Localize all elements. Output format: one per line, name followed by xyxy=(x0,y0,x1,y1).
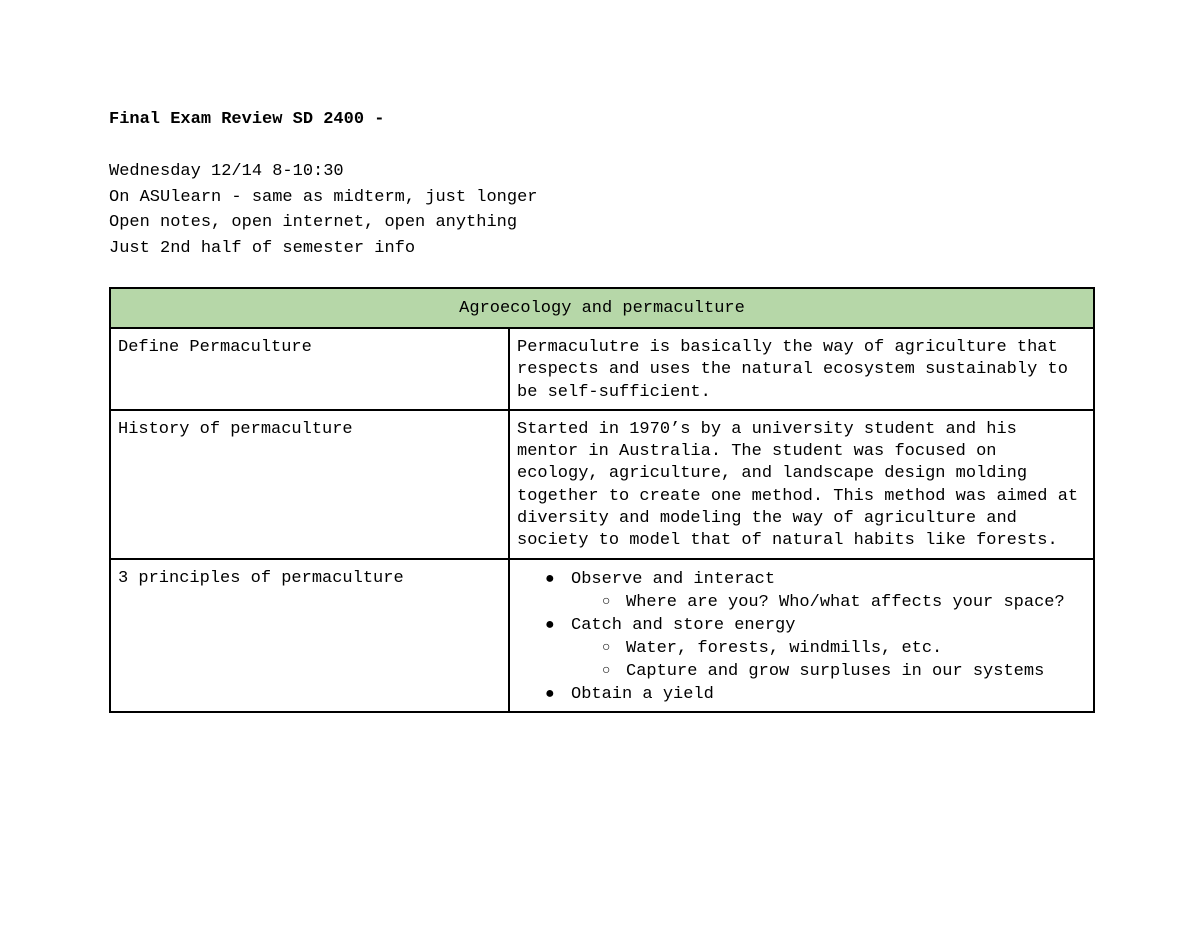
bullet-icon: ● xyxy=(545,615,555,634)
list-item xyxy=(517,614,1086,683)
document-title: Final Exam Review SD 2400 - xyxy=(109,110,385,129)
sub-list xyxy=(571,591,1086,614)
sub-list-item xyxy=(571,637,1086,660)
term-cell: History of permaculture xyxy=(110,410,509,559)
bullet-icon: ● xyxy=(545,684,555,703)
hollow-bullet-icon: ○ xyxy=(602,662,611,679)
exam-info-line: On ASUlearn - same as midterm, just longer xyxy=(109,187,538,207)
definition-cell: Permaculutre is basically the way of agriculture that respects and uses the natural ecosystem sustainably to be self-sufficient. xyxy=(509,328,1094,410)
hollow-bullet-icon: ○ xyxy=(602,593,611,610)
definition-cell: Started in 1970’s by a university student and his mentor in Australia. The student was focused on ecology, agriculture, and landscape design molding together to create one method. This method was aimed at diversity and modeling the way of agriculture and society to model that of natural habits like forests. xyxy=(509,410,1094,559)
list-item-text: Catch and store energy xyxy=(571,615,796,635)
list-item-text: Obtain a yield xyxy=(571,684,714,704)
sub-list-item xyxy=(571,660,1086,683)
hollow-bullet-icon: ○ xyxy=(602,639,611,656)
table-row xyxy=(110,559,1094,712)
sub-list-item-text: Capture and grow surpluses in our systems xyxy=(626,661,1045,681)
sub-list-item-text: Water, forests, windmills, etc. xyxy=(626,638,943,658)
exam-info xyxy=(109,159,537,262)
exam-info-line: Just 2nd half of semester info xyxy=(109,239,416,259)
sub-list-item xyxy=(571,591,1086,614)
term-cell: 3 principles of permaculture xyxy=(110,559,509,712)
table-header-row xyxy=(110,288,1094,328)
list-item xyxy=(517,568,1086,614)
table-row xyxy=(110,410,1094,559)
sub-list xyxy=(571,637,1086,683)
review-table xyxy=(109,287,1095,713)
principles-list xyxy=(517,568,1086,706)
principles-cell xyxy=(509,559,1094,712)
exam-info-line: Wednesday 12/14 8-10:30 xyxy=(109,162,344,181)
term-cell: Define Permaculture xyxy=(110,328,509,410)
list-item-text: Observe and interact xyxy=(571,569,776,589)
list-item xyxy=(517,683,1086,706)
exam-info-line: Open notes, open internet, open anything xyxy=(109,213,518,233)
bullet-icon: ● xyxy=(545,569,555,588)
table-row xyxy=(110,328,1094,410)
sub-list-item-text: Where are you? Who/what affects your space? xyxy=(626,592,1065,612)
section-header: Agroecology and permaculture xyxy=(110,288,1094,328)
